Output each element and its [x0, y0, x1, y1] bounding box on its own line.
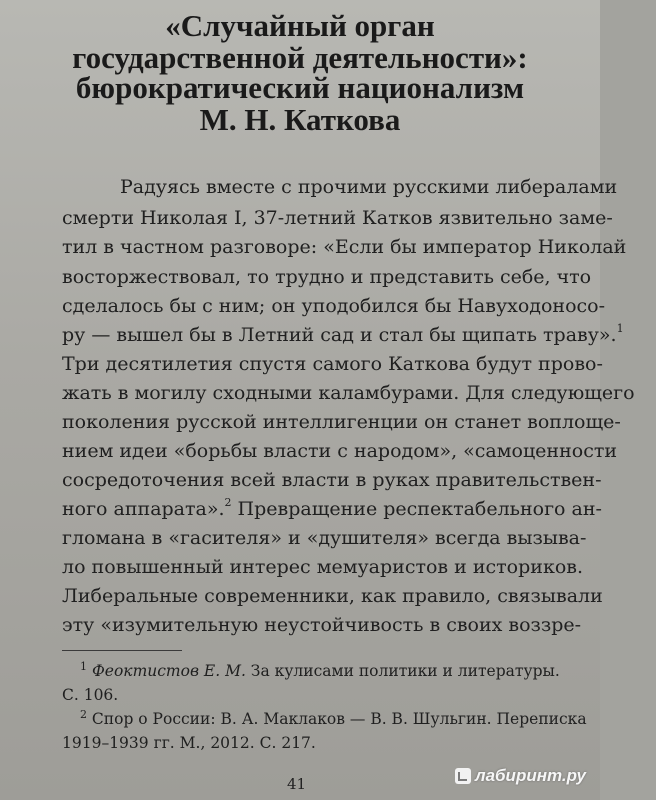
body-line-13: гломана в «гасителя» и «душителя» всегда вызыва-: [62, 527, 587, 549]
body-line-12-text-b: Превращение респектабельного ан-: [231, 498, 602, 520]
footnote-2-text: Спор о России: В. А. Маклаков — В. В. Шульгин. Переписка: [87, 710, 587, 728]
body-line-11: сосредоточения всей власти в руках правительствен-: [62, 469, 602, 491]
body-line-1: Радуясь вместе с прочими русскими либералами: [120, 176, 618, 198]
body-line-9: поколения русской интеллигенции он станет воплоще-: [62, 411, 621, 433]
footnote-1-continuation: С. 106.: [62, 686, 119, 704]
chapter-title-line-4: М. Н. Каткова: [199, 102, 401, 137]
watermark: [455, 766, 586, 786]
body-line-15: Либеральные современники, как правило, связывали: [62, 585, 603, 607]
body-line-2: смерти Николая I, 37-летний Катков язвительно заме-: [62, 207, 613, 229]
body-line-14: ло повышенный интерес мемуаристов и историков.: [62, 556, 583, 578]
watermark-text: лабиринт.ру: [475, 766, 586, 785]
footnote-2: [80, 708, 587, 728]
body-line-6: [62, 322, 624, 346]
body-line-4: восторжествовал, то трудно и представить себе, что: [62, 266, 592, 288]
body-line-8: жать в могилу сходными каламбурами. Для следующего: [62, 382, 635, 404]
footnote-1-text: За кулисами политики и литературы.: [245, 662, 560, 680]
footnote-ref-1[interactable]: 1: [616, 322, 624, 335]
footnote-1-mark: 1: [80, 660, 87, 673]
body-line-3: тил в частном разговоре: «Если бы император Николай: [62, 236, 627, 258]
body-line-5: сделалось бы с ним; он уподобился бы Навуходоносо-: [62, 295, 606, 317]
labirint-logo-icon: [455, 768, 471, 784]
footnote-1-author: Феоктистов Е. М.: [91, 662, 246, 680]
body-line-12-text-a: ного аппарата».: [62, 498, 225, 520]
page-number: 41: [287, 775, 307, 793]
body-line-6-text: ру — вышел бы в Летний сад и стал бы щипать траву».: [62, 324, 617, 346]
body-line-12: [62, 496, 602, 520]
footnote-divider: [62, 650, 182, 651]
footnote-ref-2[interactable]: 2: [224, 496, 232, 509]
body-line-7: Три десятилетия спустя самого Каткова будут прово-: [62, 353, 603, 375]
chapter-title-line-2: государственной деятельности»:: [72, 40, 528, 75]
footnote-2-continuation: 1919–1939 гг. М., 2012. С. 217.: [62, 734, 316, 752]
body-line-16: эту «изумительную неустойчивость в своих воззре-: [62, 614, 582, 636]
body-line-10: нием идеи «борьбы власти с народом», «самоценности: [62, 440, 618, 462]
footnote-2-mark: 2: [80, 708, 87, 721]
footnote-1: [80, 660, 560, 680]
chapter-title-line-3: бюрократический национализм: [75, 70, 525, 105]
chapter-title-line-1: «Случайный орган: [165, 8, 435, 43]
